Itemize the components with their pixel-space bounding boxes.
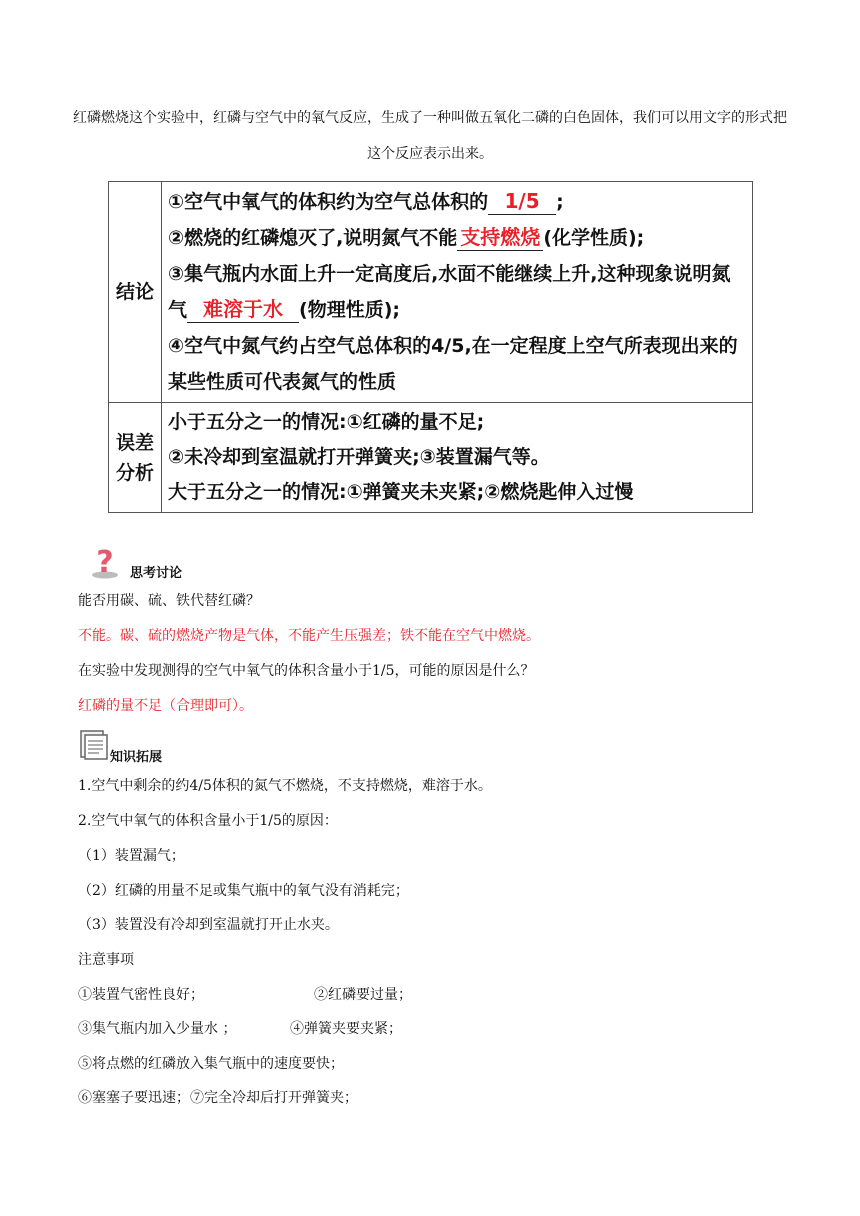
conclusion-content (162, 182, 753, 403)
extension-title: 知识拓展 (110, 750, 163, 765)
question-mark-icon (86, 544, 124, 580)
conclusion-line-2: ②燃烧的红磷熄灭了,说明氮气不能 支持燃烧 (化学性质); (168, 225, 645, 249)
extension-line-5: （3）装置没有冷却到室温就打开止水夹。 (78, 917, 339, 933)
answer-blank-3: 难溶于水 (187, 296, 299, 323)
discussion-question-2: 在实验中发现测得的空气中氧气的体积含量小于1/5，可能的原因是什么？ (78, 663, 535, 679)
discussion-question-1: 能否用碳、硫、铁代替红磷？ (78, 593, 260, 609)
conclusion-header: 结论 (109, 182, 162, 403)
extension-line-3: （1）装置漏气； (78, 848, 185, 864)
error-line-1: 小于五分之一的情况:①红磷的量不足; (168, 411, 485, 433)
discussion-title: 思考讨论 (130, 566, 183, 581)
answer-blank-2: 支持燃烧 (457, 224, 543, 251)
extension-line-4: （2）红磷的用量不足或集气瓶中的氧气没有消耗完； (78, 883, 409, 899)
note-2: ②红磷要过量； (314, 987, 412, 1003)
extension-line-1: 1.空气中剩余的约4/5体积的氮气不燃烧，不支持燃烧，难溶于水。 (78, 778, 492, 794)
conclusion-table (108, 181, 753, 513)
intro-paragraph: 红磷燃烧这个实验中，红磷与空气中的氧气反应，生成了一种叫做五氧化二磷的白色固体，我们可以用文字的形式把这个反应表示出来。 (73, 110, 787, 162)
svg-text:?: ? (96, 545, 114, 580)
extension-line-2: 2.空气中氧气的体积含量小于1/5的原因： (78, 813, 338, 829)
conclusion-line-3: ③集气瓶内水面上升一定高度后,水面不能继续上升,这种现象说明氮气 难溶于水 (物理性质); (168, 263, 731, 321)
discussion-answer-1: 不能。碳、硫的燃烧产物是气体，不能产生压强差；铁不能在空气中燃烧。 (78, 628, 540, 644)
answer-blank-1: 1/5 (488, 188, 556, 215)
note-1: ①装置气密性良好； (78, 987, 204, 1003)
notes-title: 注意事项 (78, 952, 134, 968)
conclusion-line-1: ①空气中氧气的体积约为空气总体积的 1/5 ; (168, 189, 564, 213)
conclusion-line-4: ④空气中氮气约占空气总体积的4/5,在一定程度上空气所表现出来的某些性质可代表氮气的性质 (168, 335, 738, 393)
note-6: ⑥塞塞子要迅速；⑦完全冷却后打开弹簧夹； (78, 1090, 358, 1106)
error-row (109, 403, 753, 513)
conclusion-row (109, 182, 753, 403)
error-content (162, 403, 753, 513)
note-4: ④弹簧夹要夹紧； (290, 1021, 402, 1037)
note-3: ③集气瓶内加入少量水 ； (78, 1021, 237, 1037)
document-icon (76, 728, 110, 762)
error-line-3: 大于五分之一的情况:①弹簧夹未夹紧;②燃烧匙伸入过慢 (168, 481, 634, 503)
discussion-answer-2: 红磷的量不足（合理即可）。 (78, 698, 253, 714)
error-line-2: ②未冷却到室温就打开弹簧夹;③装置漏气等。 (168, 446, 550, 468)
error-header: 误差分析 (109, 403, 162, 513)
note-5: ⑤将点燃的红磷放入集气瓶中的速度要快； (78, 1056, 344, 1072)
